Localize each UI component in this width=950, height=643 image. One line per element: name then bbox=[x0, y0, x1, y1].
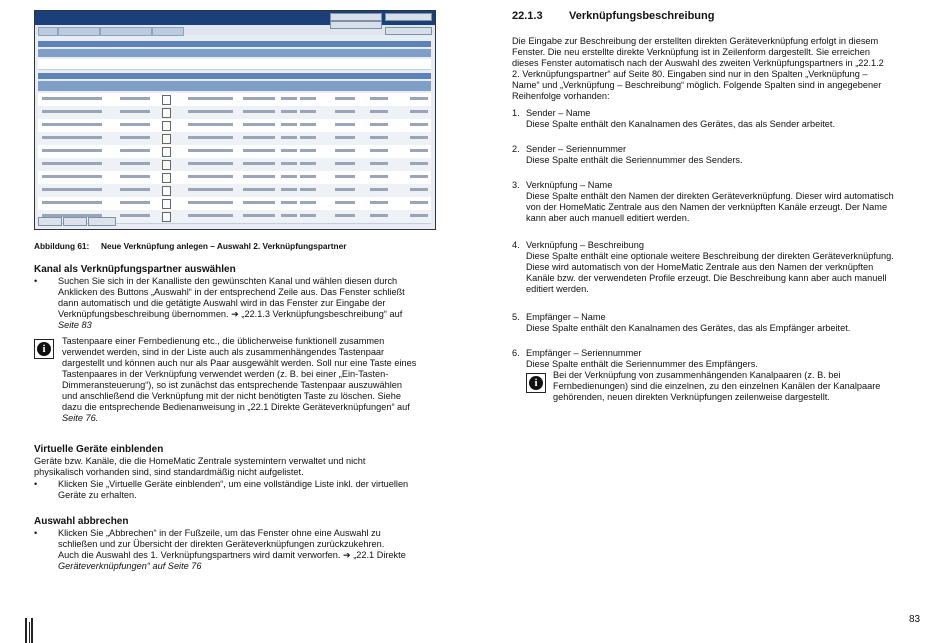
list-title: Verknüpfung – Name bbox=[526, 180, 613, 190]
list-line: editiert werden. bbox=[526, 284, 589, 294]
device-icon bbox=[162, 147, 171, 157]
list-number: 2. bbox=[512, 144, 520, 154]
list-number: 6. bbox=[512, 348, 520, 358]
note-line: Fernbedienungen) sind die einzelnen, zu den einzelnen Kanälen der Kanalpaare bbox=[553, 381, 881, 391]
screenshot-section-bar bbox=[38, 73, 431, 79]
screenshot-row bbox=[38, 197, 431, 211]
screenshot-tab bbox=[100, 27, 152, 36]
screenshot-cell bbox=[188, 214, 233, 217]
screenshot-cell bbox=[410, 175, 428, 178]
device-icon bbox=[162, 199, 171, 209]
bullet: • bbox=[34, 276, 38, 286]
screenshot-cell bbox=[188, 110, 233, 113]
screenshot-row bbox=[38, 184, 431, 198]
screenshot-cell bbox=[370, 123, 388, 126]
screenshot-cell bbox=[281, 175, 297, 178]
bullet: • bbox=[34, 479, 38, 489]
screenshot-cell bbox=[370, 214, 388, 217]
screenshot-cell bbox=[188, 97, 233, 100]
text-line: 2. Verknüpfungspartner“ auf Seite 80. Eingaben sind nur in den Spalten „Verknüpfung – bbox=[512, 69, 868, 79]
note-line: Seite 76. bbox=[62, 413, 99, 423]
section-title: Verknüpfungsbeschreibung bbox=[569, 10, 715, 22]
screenshot-cell bbox=[335, 136, 355, 139]
screenshot-cell bbox=[188, 149, 233, 152]
screenshot-cell bbox=[120, 175, 150, 178]
screenshot-cell bbox=[243, 214, 275, 217]
screenshot-cell bbox=[410, 97, 428, 100]
note-line: dazu die entsprechende Bedienanweisung in „22.1 Direkte Geräteverknüpfungen“ auf bbox=[62, 402, 410, 412]
screenshot-cell bbox=[243, 175, 275, 178]
list-line: Diese wird automatisch von der HomeMatic Zentrale aus den Namen der verknüpften bbox=[526, 262, 874, 272]
section-heading: Auswahl abbrechen bbox=[34, 516, 129, 527]
page-number: 83 bbox=[909, 614, 921, 625]
screenshot-cell bbox=[188, 136, 233, 139]
screenshot-cell bbox=[42, 97, 102, 100]
screenshot-button bbox=[385, 27, 432, 35]
screenshot-cell bbox=[243, 110, 275, 113]
screenshot-cell bbox=[410, 214, 428, 217]
screenshot-cell bbox=[335, 123, 355, 126]
screenshot-cell bbox=[370, 201, 388, 204]
screenshot-tab bbox=[38, 27, 58, 36]
screenshot-row bbox=[38, 158, 431, 172]
device-icon bbox=[162, 160, 171, 170]
screenshot-cell bbox=[300, 97, 316, 100]
ui-screenshot-figure bbox=[34, 10, 436, 230]
screenshot-cell bbox=[243, 188, 275, 191]
screenshot-cell bbox=[243, 162, 275, 165]
binding-mark bbox=[31, 618, 33, 643]
screenshot-cell bbox=[120, 149, 150, 152]
screenshot-cell bbox=[281, 110, 297, 113]
screenshot-cell bbox=[370, 136, 388, 139]
screenshot-cell bbox=[410, 201, 428, 204]
list-number: 4. bbox=[512, 240, 520, 250]
list-title: Empfänger – Name bbox=[526, 312, 606, 322]
text-line: Fenster. Die neu erstellte direkte Verknüpfung ist in Zeilenform dargestellt. Sie erreichen bbox=[512, 47, 870, 57]
text-line: Name“ und „Verknüpfung – Beschreibung“ möglich. Folgende Spalten sind in angegebener bbox=[512, 80, 882, 90]
screenshot-cell bbox=[335, 201, 355, 204]
screenshot-button bbox=[330, 21, 382, 29]
screenshot-cell bbox=[281, 123, 297, 126]
text-line: Anklicken des Buttons „Auswahl“ in der entsprechend Zeile aus. Das Fenster schließt bbox=[58, 287, 405, 297]
screenshot-button bbox=[38, 217, 62, 226]
info-icon: i bbox=[34, 339, 54, 359]
screenshot-cell bbox=[370, 188, 388, 191]
list-line: Diese Spalte enthält die Seriennummer des Senders. bbox=[526, 155, 743, 165]
screenshot-cell bbox=[243, 136, 275, 139]
screenshot-cell bbox=[410, 162, 428, 165]
screenshot-cell bbox=[370, 97, 388, 100]
device-icon bbox=[162, 95, 171, 105]
section-number: 22.1.3 bbox=[512, 10, 543, 22]
screenshot-cell bbox=[300, 201, 316, 204]
note-line: dargestellt und können auch nur als Paar ausgewählt werden. Soll nur eine Taste eines bbox=[62, 358, 417, 368]
screenshot-cell bbox=[243, 123, 275, 126]
text-line: dieses Fenster automatisch nach der Auswahl des zweiten Verknüpfungspartners in „22.1.2 bbox=[512, 58, 884, 68]
note-line: Bei der Verknüpfung von zusammenhängenden Kanalpaaren (z. B. bei bbox=[553, 370, 841, 380]
screenshot-cell bbox=[281, 214, 297, 217]
screenshot-cell bbox=[300, 188, 316, 191]
section-heading: Kanal als Verknüpfungspartner auswählen bbox=[34, 264, 236, 275]
screenshot-cell bbox=[281, 188, 297, 191]
screenshot-cell bbox=[120, 110, 150, 113]
list-line: Diese Spalte enthält den Kanalnamen des Gerätes, das als Sender arbeitet. bbox=[526, 119, 835, 129]
list-title: Empfänger – Seriennummer bbox=[526, 348, 642, 358]
screenshot-cell bbox=[120, 97, 150, 100]
screenshot-cell bbox=[300, 136, 316, 139]
screenshot-cell bbox=[281, 136, 297, 139]
figure-caption-label: Abbildung 61: bbox=[34, 241, 90, 251]
screenshot-cell bbox=[335, 175, 355, 178]
list-title: Sender – Seriennummer bbox=[526, 144, 627, 154]
list-line: Diese Spalte enthält den Namen der direkten Geräteverknüpfung. Dieser wird automatisch bbox=[526, 191, 894, 201]
info-icon: i bbox=[526, 373, 546, 393]
screenshot-cell bbox=[335, 162, 355, 165]
screenshot-cell bbox=[335, 149, 355, 152]
screenshot-cell bbox=[370, 110, 388, 113]
text-line: Geräte bzw. Kanäle, die die HomeMatic Zentrale systemintern verwaltet und nicht bbox=[34, 456, 366, 466]
text-line: schließen und zur Übersicht der direkten Geräteverknüpfungen zurückzukehren. bbox=[58, 539, 385, 549]
screenshot-row bbox=[38, 145, 431, 159]
screenshot-cell bbox=[120, 162, 150, 165]
screenshot-cell bbox=[188, 201, 233, 204]
list-line: von der HomeMatic Zentrale aus den Namen der verknüpften Kanäle erzeugt. Der Name bbox=[526, 202, 888, 212]
screenshot-cell bbox=[300, 123, 316, 126]
device-icon bbox=[162, 212, 171, 222]
text-line: Klicken Sie „Virtuelle Geräte einblenden“, um eine vollständige Liste inkl. der virtuellen bbox=[58, 479, 409, 489]
screenshot-cell bbox=[120, 136, 150, 139]
list-number: 3. bbox=[512, 180, 520, 190]
screenshot-cell bbox=[42, 188, 102, 191]
screenshot-row bbox=[38, 106, 431, 120]
screenshot-column-header bbox=[38, 49, 431, 57]
screenshot-cell bbox=[300, 162, 316, 165]
screenshot-cell bbox=[410, 149, 428, 152]
screenshot-cell bbox=[120, 123, 150, 126]
text-line: Geräteverknüpfungen“ auf Seite 76 bbox=[58, 561, 202, 571]
text-line: Geräte zu erhalten. bbox=[58, 490, 137, 500]
list-line: Diese Spalte enthält den Kanalnamen des Gerätes, das als Empfänger arbeitet. bbox=[526, 323, 851, 333]
screenshot-cell bbox=[120, 214, 150, 217]
screenshot-cell bbox=[188, 123, 233, 126]
screenshot-row bbox=[38, 119, 431, 133]
screenshot-cell bbox=[300, 149, 316, 152]
screenshot-row bbox=[38, 59, 431, 70]
screenshot-cell bbox=[335, 214, 355, 217]
screenshot-cell bbox=[188, 175, 233, 178]
screenshot-cell bbox=[281, 97, 297, 100]
note-line: Tastenpaares in der Verknüpfung verwendet werden (z. B. bei einer „Ein-Tasten- bbox=[62, 369, 389, 379]
screenshot-button bbox=[330, 13, 382, 21]
text-line: Auch die Auswahl des 1. Verknüpfungspartners wird damit verworfen. ➔ „22.1 Direkte bbox=[58, 550, 406, 560]
screenshot-cell bbox=[120, 201, 150, 204]
bullet: • bbox=[34, 528, 38, 538]
device-icon bbox=[162, 134, 171, 144]
screenshot-cell bbox=[300, 175, 316, 178]
binding-mark bbox=[29, 622, 30, 643]
note-line: Tastenpaare einer Fernbedienung etc., die üblicherweise funktionell zusammen bbox=[62, 336, 385, 346]
screenshot-column-header bbox=[38, 81, 431, 91]
screenshot-cell bbox=[188, 162, 233, 165]
list-line: Diese Spalte enthält eine optionale weitere Beschreibung der direkten Geräteverknüpfung. bbox=[526, 251, 894, 261]
screenshot-button bbox=[63, 217, 87, 226]
figure-caption-text: Neue Verknüpfung anlegen – Auswahl 2. Verknüpfungspartner bbox=[101, 241, 347, 251]
screenshot-cell bbox=[410, 136, 428, 139]
screenshot-cell bbox=[281, 162, 297, 165]
screenshot-cell bbox=[410, 188, 428, 191]
text-line: Seite 83 bbox=[58, 320, 92, 330]
list-number: 1. bbox=[512, 108, 520, 118]
screenshot-cell bbox=[243, 201, 275, 204]
list-title: Sender – Name bbox=[526, 108, 591, 118]
screenshot-cell bbox=[300, 214, 316, 217]
screenshot-cell bbox=[120, 188, 150, 191]
screenshot-cell bbox=[42, 123, 102, 126]
screenshot-cell bbox=[281, 149, 297, 152]
screenshot-section-bar bbox=[38, 41, 431, 47]
screenshot-cell bbox=[335, 97, 355, 100]
screenshot-cell bbox=[370, 149, 388, 152]
screenshot-cell bbox=[42, 162, 102, 165]
note-line: verwendet werden, sind in der Liste auch als zusammenhängendes Tastenpaar bbox=[62, 347, 385, 357]
screenshot-cell bbox=[410, 123, 428, 126]
device-icon bbox=[162, 173, 171, 183]
screenshot-cell bbox=[42, 149, 102, 152]
screenshot-cell bbox=[243, 149, 275, 152]
text-line: physikalisch vorhanden sind, sind standardmäßig nicht aufgelistet. bbox=[34, 467, 304, 477]
screenshot-cell bbox=[42, 110, 102, 113]
text-line: Reihenfolge vorhanden: bbox=[512, 91, 610, 101]
text-line: Die Eingabe zur Beschreibung der erstellten direkten Geräteverknüpfung erfolgt in diesem bbox=[512, 36, 879, 46]
text-line: Suchen Sie sich in der Kanalliste den gewünschten Kanal und wählen diesen durch bbox=[58, 276, 398, 286]
screenshot-tab bbox=[58, 27, 100, 36]
list-number: 5. bbox=[512, 312, 520, 322]
screenshot-cell bbox=[42, 136, 102, 139]
screenshot-cell bbox=[281, 201, 297, 204]
screenshot-cell bbox=[188, 188, 233, 191]
screenshot-row bbox=[38, 132, 431, 146]
list-line: kann aber auch manuell editiert werden. bbox=[526, 213, 690, 223]
device-icon bbox=[162, 121, 171, 131]
section-heading: Virtuelle Geräte einblenden bbox=[34, 444, 164, 455]
screenshot-row bbox=[38, 171, 431, 185]
device-icon bbox=[162, 108, 171, 118]
list-line: Diese Spalte enthält die Seriennummer des Empfängers. bbox=[526, 359, 758, 369]
screenshot-cell bbox=[42, 201, 102, 204]
list-line: Kanäle bzw. der verwendeten Profile erzeugt. Die Beschreibung kann aber auch manuell bbox=[526, 273, 887, 283]
text-line: Verknüpfungsbeschreibung übernommen. ➔ „22.1.3 Verknüpfungsbeschreibung“ auf bbox=[58, 309, 403, 319]
list-title: Verknüpfung – Beschreibung bbox=[526, 240, 644, 250]
screenshot-button bbox=[88, 217, 116, 226]
screenshot-cell bbox=[42, 175, 102, 178]
screenshot-cell bbox=[243, 97, 275, 100]
screenshot-cell bbox=[370, 162, 388, 165]
binding-mark bbox=[25, 618, 27, 643]
screenshot-cell bbox=[370, 175, 388, 178]
screenshot-cell bbox=[335, 188, 355, 191]
text-line: dann automatisch und die getätigte Auswahl wird in das Fenster zur Eingabe der bbox=[58, 298, 386, 308]
screenshot-cell bbox=[335, 110, 355, 113]
screenshot-cell bbox=[410, 110, 428, 113]
screenshot-button bbox=[385, 13, 432, 21]
note-line: und anschließend die Verknüpfung mit der nicht benötigten Taste zu löschen. Siehe bbox=[62, 391, 401, 401]
note-line: gehörenden, neuen direkten Verknüpfungen zeilenweise dargestellt. bbox=[553, 392, 830, 402]
text-line: Klicken Sie „Abbrechen“ in der Fußzeile, um das Fenster ohne eine Auswahl zu bbox=[58, 528, 381, 538]
screenshot-row bbox=[38, 93, 431, 107]
screenshot-tab bbox=[152, 27, 184, 36]
note-line: Dimmeransteuerung“), so ist zunächst das entsprechende Tastenpaar auszuwählen bbox=[62, 380, 402, 390]
screenshot-cell bbox=[300, 110, 316, 113]
device-icon bbox=[162, 186, 171, 196]
